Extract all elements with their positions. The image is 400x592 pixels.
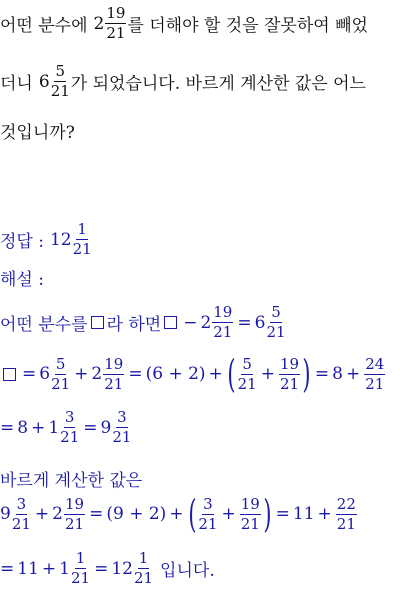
solution-label: 해설 : (0, 270, 44, 290)
problem-text: 더니 (0, 74, 33, 94)
mixed-whole: 2 (93, 13, 105, 34)
solution-line-4 (0, 466, 142, 491)
problem-line-3 (0, 118, 75, 143)
answer-label: 정답 : (0, 232, 44, 252)
fraction: $\frac{5}{21}$ (50, 62, 70, 100)
answer-whole: 12 (49, 229, 72, 250)
problem-text: 어떤 분수에 (0, 16, 88, 36)
solution-text: 어떤 분수를 (0, 315, 88, 335)
problem-text: 것입니까? (0, 123, 75, 143)
solution-label-line (0, 265, 44, 290)
mixed-whole: 6 (38, 71, 50, 92)
problem-text: 를 더해야 할 것을 잘못하여 빼었 (127, 16, 368, 36)
problem-line-2 (0, 64, 366, 99)
solution-line-5: 9 $\frac{3}{21}$ + 2 $\frac{19}{21}$ = (9 + 2) + ( $\frac{3}{21}$ + $\frac{19}{21}$ ) = 11 + $\frac{22}{21}$ (0, 492, 356, 536)
solution-line-6: = 11 + 1 $\frac{1}{21}$ = 12 $\frac{1}{21}$ 입니다. (0, 549, 215, 587)
solution-text: 입니다. (160, 561, 215, 581)
unknown-box (3, 368, 16, 381)
unknown-box (91, 316, 104, 329)
solution-line-3: = 8 + 1 $\frac{3}{21}$ = 9 $\frac{3}{21}$ (0, 408, 132, 446)
unknown-box (164, 316, 177, 329)
solution-text: 라 하면 (106, 315, 162, 335)
fraction: $\frac{19}{21}$ (106, 4, 126, 42)
problem-text: 가 되었습니다. 바르게 계산한 값은 어느 (70, 74, 366, 94)
solution-line-2: = 6 $\frac{5}{21}$ + 2 $\frac{19}{21}$ = (6 + 2) + ( $\frac{5}{21}$ + $\frac{19}{21}$ ) = 8 + $\frac{24}{21}$ (0, 355, 386, 393)
solution-text: 바르게 계산한 값은 (0, 471, 143, 491)
answer-fraction: $\frac{1}{21}$ (72, 220, 92, 258)
problem-line-1 (0, 6, 368, 41)
solution-line-1: 어떤 분수를 라 하면 − 2 $\frac{19}{21}$ = 6 $\frac{5}{21}$ (0, 303, 286, 341)
answer-line (0, 222, 93, 257)
